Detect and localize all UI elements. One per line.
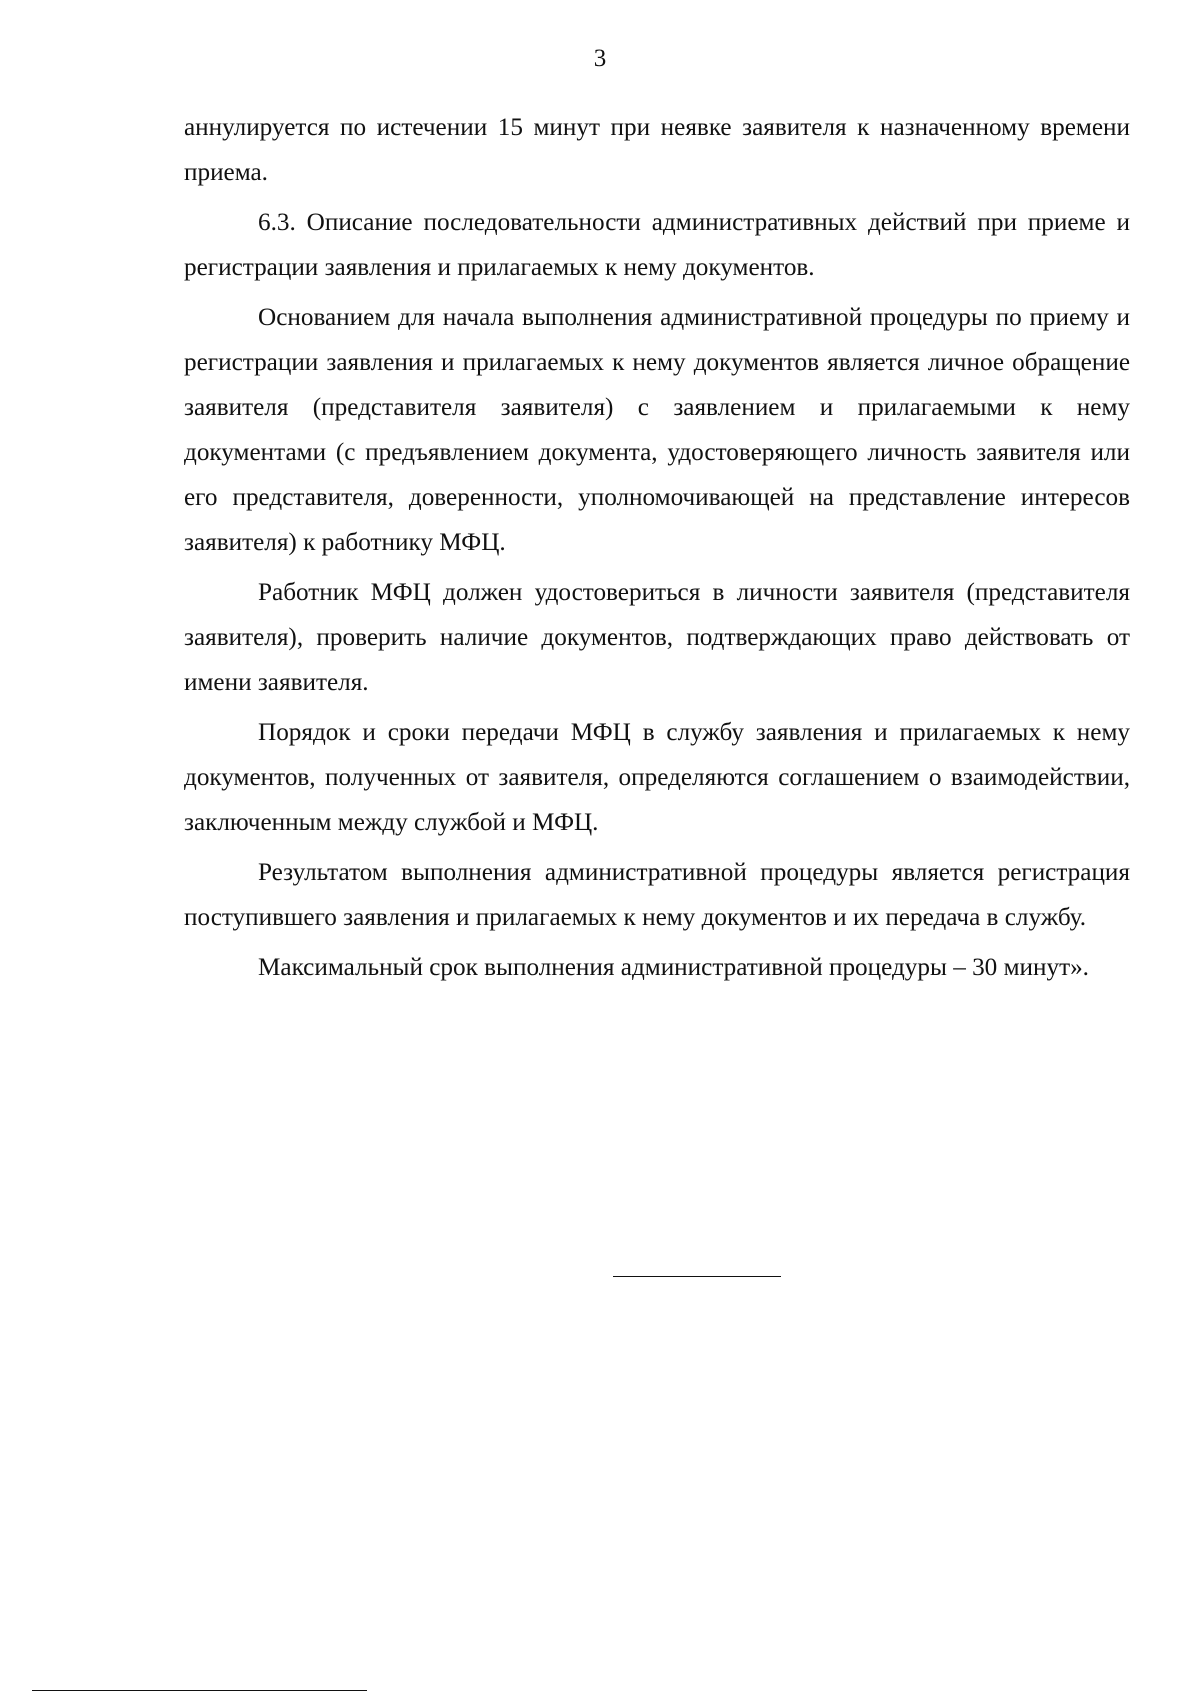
document-body (184, 105, 1130, 995)
paragraph-grounds: Основанием для начала выполнения административной процедуры по приему и регистрации заявления и прилагаемых к нему документов является личное обращение заявителя (представителя заявителя) с заявлением и прилагаемыми к нему документами (с предъявлением документа, удостоверяющего личность заявителя или его представителя, доверенности, уполномочивающей на представление интересов заявителя) к работнику МФЦ. (184, 304, 1130, 556)
footnote-divider (32, 1690, 367, 1691)
paragraph-section-6-3: 6.3. Описание последовательности административных действий при приеме и регистрации заявления и прилагаемых к нему документов. (184, 209, 1130, 281)
paragraph-transfer-order: Порядок и сроки передачи МФЦ в службу заявления и прилагаемых к нему документов, полученных от заявителя, определяются соглашением о взаимодействии, заключенным между службой и МФЦ. (184, 719, 1130, 836)
paragraph-continuation: аннулируется по истечении 15 минут при неявке заявителя к назначенному времени приема. (184, 114, 1130, 186)
paragraph-max-term: Максимальный срок выполнения административной процедуры – 30 минут». (258, 954, 1089, 981)
paragraph-mfc-worker: Работник МФЦ должен удостовериться в личности заявителя (представителя заявителя), проверить наличие документов, подтверждающих право действовать от имени заявителя. (184, 579, 1130, 696)
closing-divider (613, 1276, 781, 1277)
page-number: 3 (593, 45, 607, 72)
paragraph-result: Результатом выполнения административной процедуры является регистрация поступившего заявления и прилагаемых к нему документов и их передача в службу. (184, 859, 1130, 931)
